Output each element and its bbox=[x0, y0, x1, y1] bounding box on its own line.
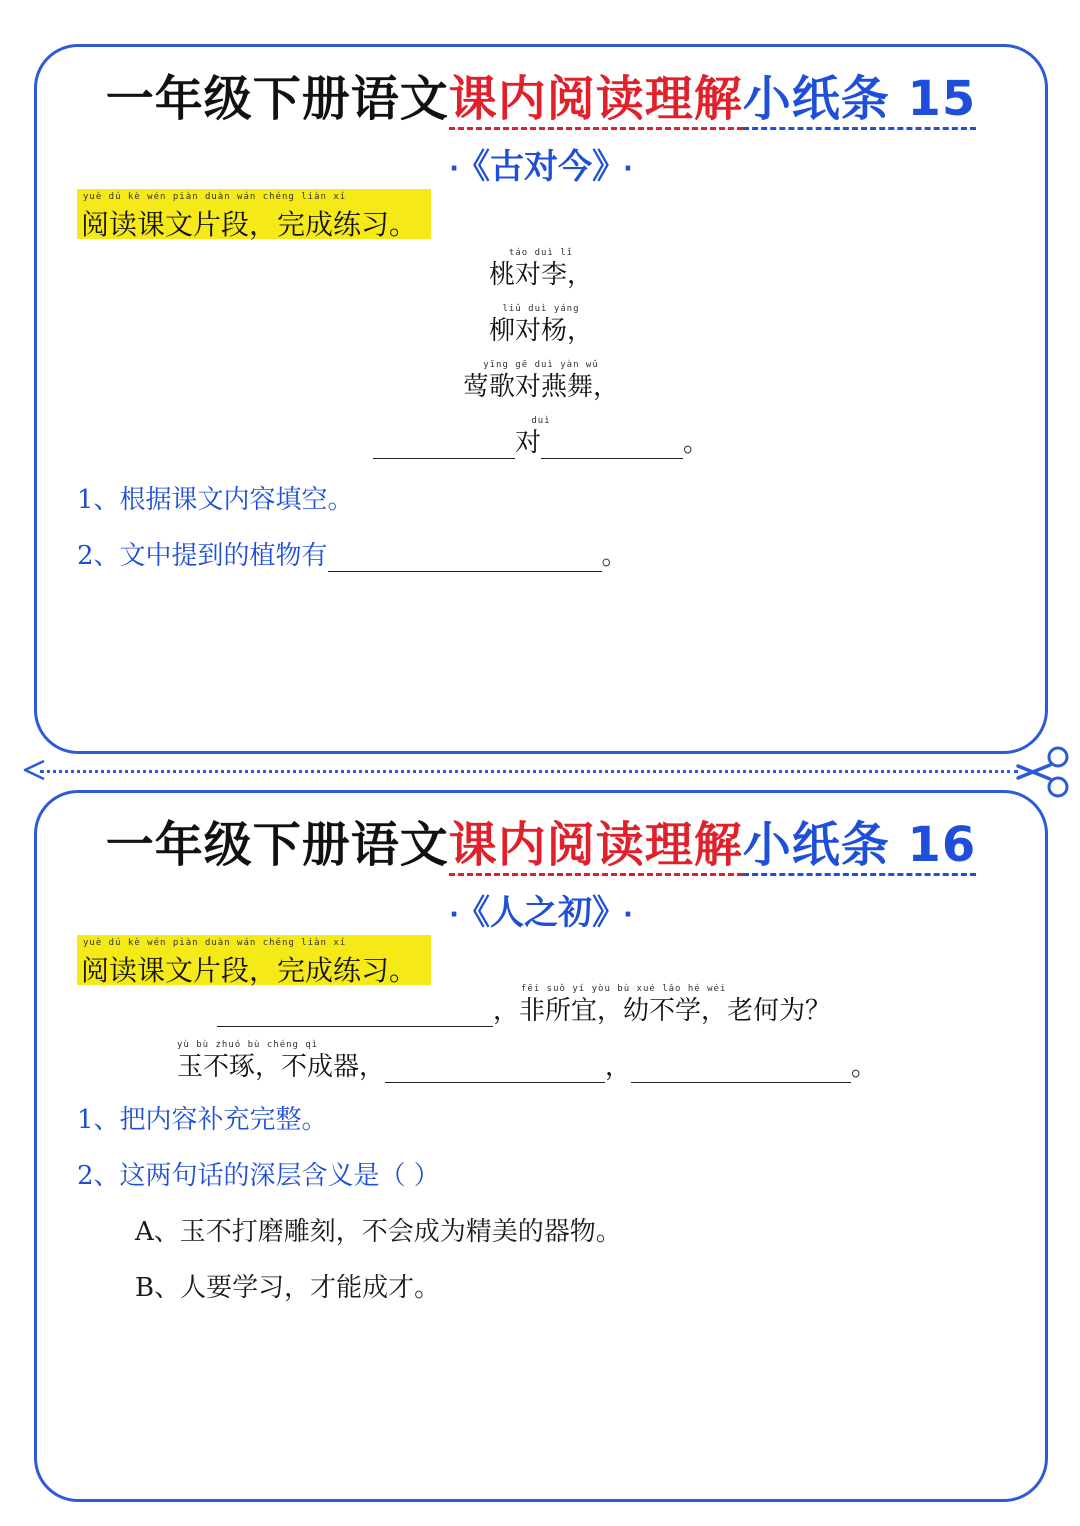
text-line-1 bbox=[217, 983, 831, 1027]
subtitle-dot-left: · bbox=[449, 899, 459, 930]
question-2: 2、这两句话的深层含义是（ ） bbox=[77, 1161, 440, 1191]
text-line-2-pinyin: yù bù zhuó bù chéng qì bbox=[177, 1040, 319, 1050]
answer-blank-line2a[interactable] bbox=[385, 1056, 605, 1083]
poem-line-3 bbox=[37, 359, 1045, 403]
text-line-2-end: 。 bbox=[851, 1052, 878, 1082]
subtitle-dot-right: · bbox=[623, 899, 633, 930]
poem-blank-line bbox=[37, 415, 1045, 459]
subtitle-dot-right: · bbox=[623, 153, 633, 184]
instruction-pinyin: yuè dú kè wén piàn duàn wán chéng liàn xí bbox=[83, 192, 347, 202]
text-line-2-text: 玉不琢，不成器， bbox=[177, 1052, 386, 1082]
instruction-highlight bbox=[77, 935, 431, 985]
instruction-text: 阅读课文片段，完成练习。 bbox=[81, 208, 418, 241]
lesson-name: 《人之初》 bbox=[473, 893, 609, 933]
lesson-name: 《古对今》 bbox=[473, 147, 609, 187]
blank-line-pinyin: duì bbox=[531, 416, 551, 426]
poem-line-pinyin: liǔ duì yáng bbox=[502, 304, 580, 314]
lesson-subtitle bbox=[37, 885, 1045, 934]
title-black: 一年级下册语文 bbox=[105, 817, 449, 873]
answer-blank-plants[interactable] bbox=[328, 545, 602, 572]
instruction-text: 阅读课文片段，完成练习。 bbox=[81, 954, 418, 987]
poem-line-text: 桃对李， bbox=[488, 260, 593, 290]
answer-blank-line1[interactable] bbox=[217, 1000, 493, 1027]
poem-line-pinyin: táo duì lǐ bbox=[508, 248, 574, 258]
poem-line-pinyin: yīng gē duì yàn wǔ bbox=[483, 360, 599, 370]
poem-line-1 bbox=[37, 247, 1045, 291]
question-1: 1、根据课文内容填空。 bbox=[77, 485, 354, 515]
card-title bbox=[37, 69, 1045, 129]
text-line-1-pinyin: fēi suǒ yí yòu bù xué lǎo hé wéi bbox=[521, 984, 727, 994]
poem-line-2 bbox=[37, 303, 1045, 347]
cut-line bbox=[40, 770, 1018, 773]
title-red: 课内阅读理解 bbox=[449, 817, 743, 876]
card-title bbox=[37, 815, 1045, 875]
text-line-1-text: ，非所宜，幼不学，老何为？ bbox=[493, 996, 832, 1026]
title-black: 一年级下册语文 bbox=[105, 71, 449, 127]
title-blue: 小纸条 15 bbox=[743, 71, 977, 130]
title-blue: 小纸条 16 bbox=[743, 817, 977, 876]
worksheet-card-16 bbox=[34, 790, 1048, 1502]
answer-blank-line2b[interactable] bbox=[631, 1056, 851, 1083]
text-line-2-comma: ， bbox=[605, 1052, 632, 1082]
subtitle-dot-left: · bbox=[449, 153, 459, 184]
worksheet-card-15 bbox=[34, 44, 1048, 754]
lesson-subtitle bbox=[37, 139, 1045, 188]
instruction-pinyin: yuè dú kè wén piàn duàn wán chéng liàn xí bbox=[83, 938, 347, 948]
text-line-2 bbox=[177, 1039, 877, 1083]
option-b[interactable]: B、人要学习，才能成才。 bbox=[135, 1273, 441, 1303]
question-2-text: 2、文中提到的植物有 bbox=[77, 541, 328, 571]
blank-line-end: 。 bbox=[683, 428, 710, 458]
scissors-icon bbox=[1014, 744, 1072, 800]
question-2 bbox=[77, 535, 628, 572]
question-2-end: 。 bbox=[601, 541, 628, 571]
answer-blank-right[interactable] bbox=[541, 432, 683, 459]
answer-blank-left[interactable] bbox=[373, 432, 515, 459]
poem-line-text: 莺歌对燕舞， bbox=[462, 372, 619, 402]
instruction-highlight bbox=[77, 189, 431, 239]
poem-line-text: 柳对杨， bbox=[488, 316, 593, 346]
title-red: 课内阅读理解 bbox=[449, 71, 743, 130]
blank-line-middle: 对 bbox=[514, 428, 541, 458]
option-a[interactable]: A、玉不打磨雕刻，不会成为精美的器物。 bbox=[135, 1217, 622, 1247]
question-1: 1、把内容补充完整。 bbox=[77, 1105, 328, 1135]
